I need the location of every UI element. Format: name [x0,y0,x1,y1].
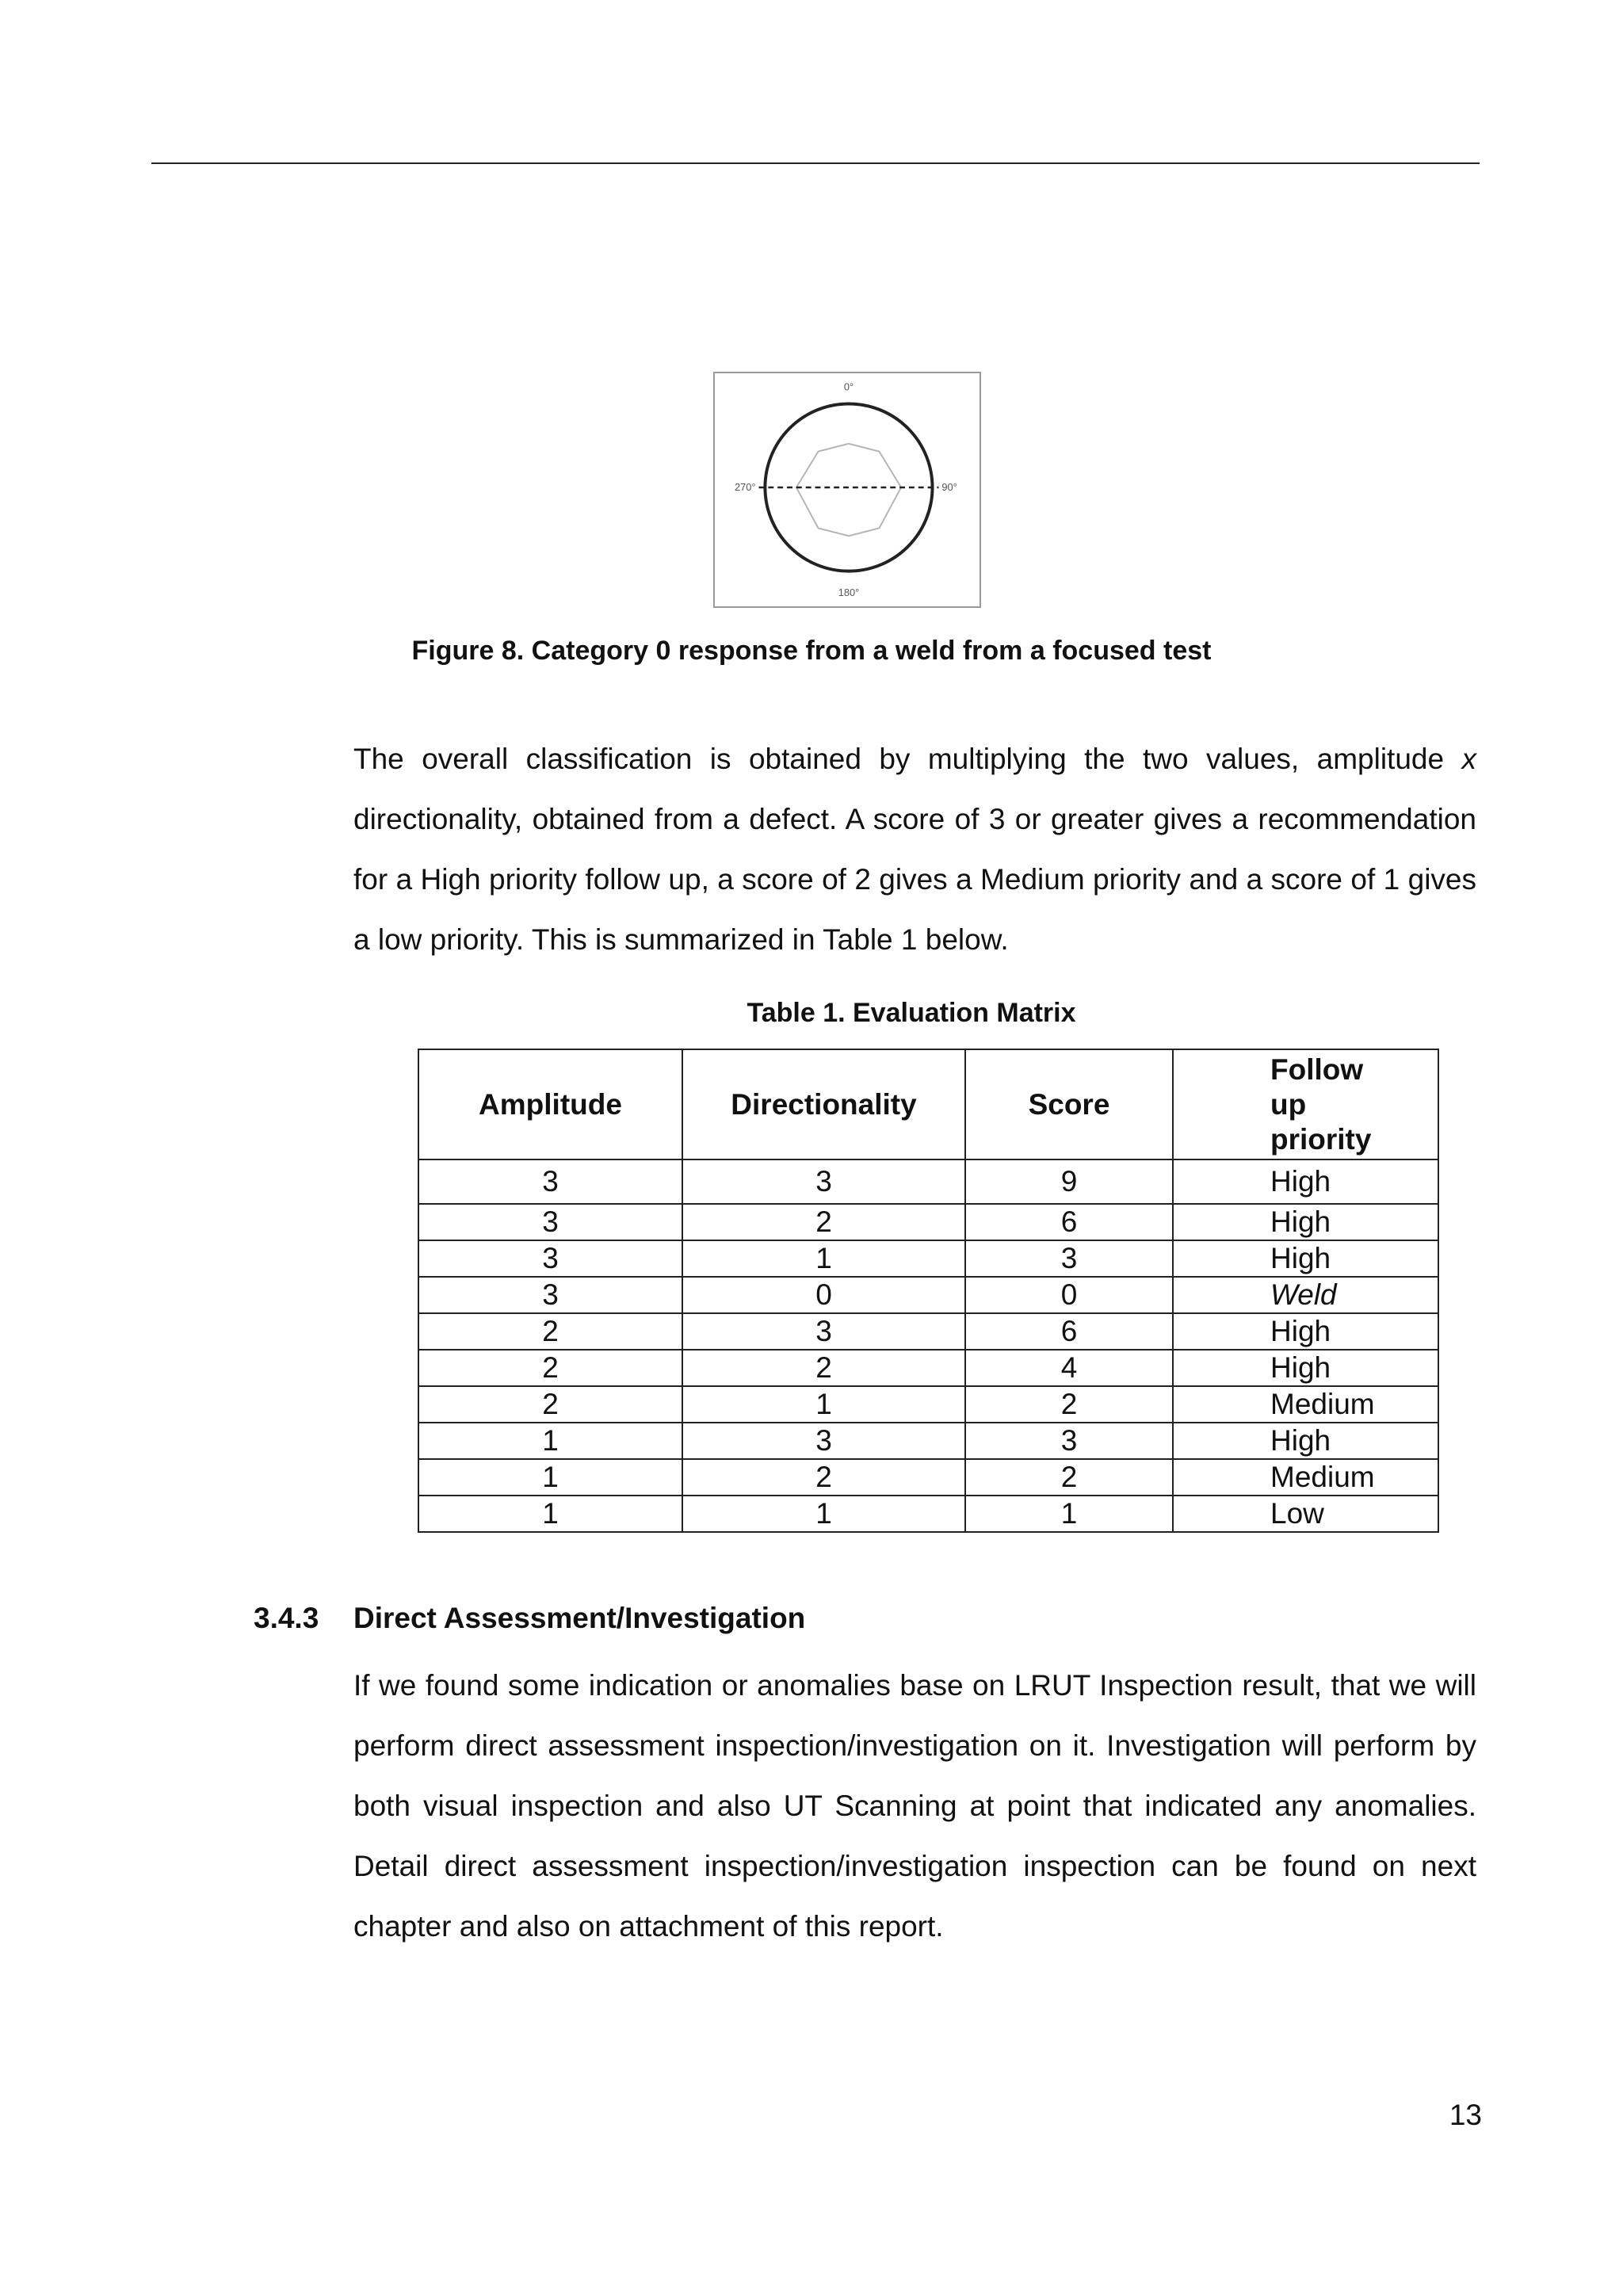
table-row [418,1240,1438,1277]
cell-priority: Weld [1173,1277,1438,1313]
cell-directionality: 1 [682,1496,965,1532]
header-line-follow: Follow [1270,1052,1364,1086]
cell-amplitude: 2 [418,1313,682,1350]
cell-score: 4 [965,1350,1173,1386]
cell-directionality: 3 [682,1313,965,1350]
cell-directionality: 2 [682,1459,965,1496]
table-row [418,1496,1438,1532]
cell-directionality: 0 [682,1277,965,1313]
table-row [418,1423,1438,1459]
cell-priority: High [1173,1204,1438,1240]
cell-priority: High [1173,1313,1438,1350]
cell-amplitude: 1 [418,1459,682,1496]
cell-amplitude: 3 [418,1159,682,1204]
cell-priority: High [1173,1350,1438,1386]
cell-directionality: 3 [682,1159,965,1204]
cell-amplitude: 3 [418,1240,682,1277]
section-title: Direct Assessment/Investigation [353,1602,806,1634]
polar-plot-figure [713,372,981,608]
polar-response-shape [796,444,901,536]
header-follow-up-priority [1173,1049,1438,1159]
header-line-up: up [1270,1087,1307,1121]
section-number: 3.4.3 [254,1602,319,1634]
cell-directionality: 2 [682,1204,965,1240]
cell-score: 3 [965,1240,1173,1277]
cell-score: 1 [965,1496,1173,1532]
cell-directionality: 3 [682,1423,965,1459]
cell-amplitude: 2 [418,1350,682,1386]
cell-directionality: 1 [682,1386,965,1423]
table-row [418,1350,1438,1386]
label-180-deg: 180° [838,586,860,599]
cell-amplitude: 3 [418,1277,682,1313]
label-0-deg: 0° [843,380,854,393]
cell-priority: Medium [1173,1459,1438,1496]
evaluation-matrix-table [418,1049,1439,1533]
cell-score: 3 [965,1423,1173,1459]
cell-priority: High [1173,1423,1438,1459]
table-row [418,1159,1438,1204]
label-90-deg: 90° [941,480,957,493]
cell-score: 0 [965,1277,1173,1313]
header-rule [151,162,1480,164]
cell-directionality: 1 [682,1240,965,1277]
cell-amplitude: 1 [418,1496,682,1532]
paragraph-text-after: directionality, obtained from a defect. A score of 3 or greater gives a recommendation for a High priority follow up, a score of 2 gives a Medium priority and a score of 1 gives a low priority. This is summarized in Table 1 below. [353,803,1476,956]
cell-score: 6 [965,1204,1173,1240]
figure-caption: Figure 8. Category 0 response from a weld from a focused test [411,636,1212,666]
label-270-deg: 270° [735,480,756,493]
cell-score: 2 [965,1386,1173,1423]
table-row [418,1459,1438,1496]
cell-priority: High [1173,1240,1438,1277]
cell-amplitude: 3 [418,1204,682,1240]
header-amplitude: Amplitude [418,1049,682,1159]
cell-score: 2 [965,1459,1173,1496]
page-number: 13 [1449,2099,1482,2131]
cell-priority: Medium [1173,1386,1438,1423]
cell-priority: High [1173,1159,1438,1204]
header-line-priority: priority [1270,1122,1372,1156]
cell-amplitude: 2 [418,1386,682,1423]
header-directionality: Directionality [682,1049,965,1159]
table-header-row [418,1049,1438,1159]
cell-score: 6 [965,1313,1173,1350]
polar-plot [715,373,980,606]
table-row [418,1204,1438,1240]
cell-amplitude: 1 [418,1423,682,1459]
paragraph-direct-assessment: If we found some indication or anomalies base on LRUT Inspection result, that we will perform direct assessment inspection/investigation on it. Investigation will perform by both visual inspection and also UT Scanning at point that indicated any anomalies. Detail direct assessment inspection/investigation inspection can be found on next chapter and also on attachment of this report. [353,1669,1476,1943]
paragraph-classification [353,729,1476,970]
table-row [418,1386,1438,1423]
table-row [418,1313,1438,1350]
cell-directionality: 2 [682,1350,965,1386]
cell-priority: Low [1173,1496,1438,1532]
table-row [418,1277,1438,1313]
table-caption: Table 1. Evaluation Matrix [747,998,1076,1028]
paragraph-italic-x: x [1461,743,1476,775]
cell-score: 9 [965,1159,1173,1204]
header-score: Score [965,1049,1173,1159]
paragraph-text-before: The overall classification is obtained by multiplying the two values, amplitude [353,743,1462,775]
